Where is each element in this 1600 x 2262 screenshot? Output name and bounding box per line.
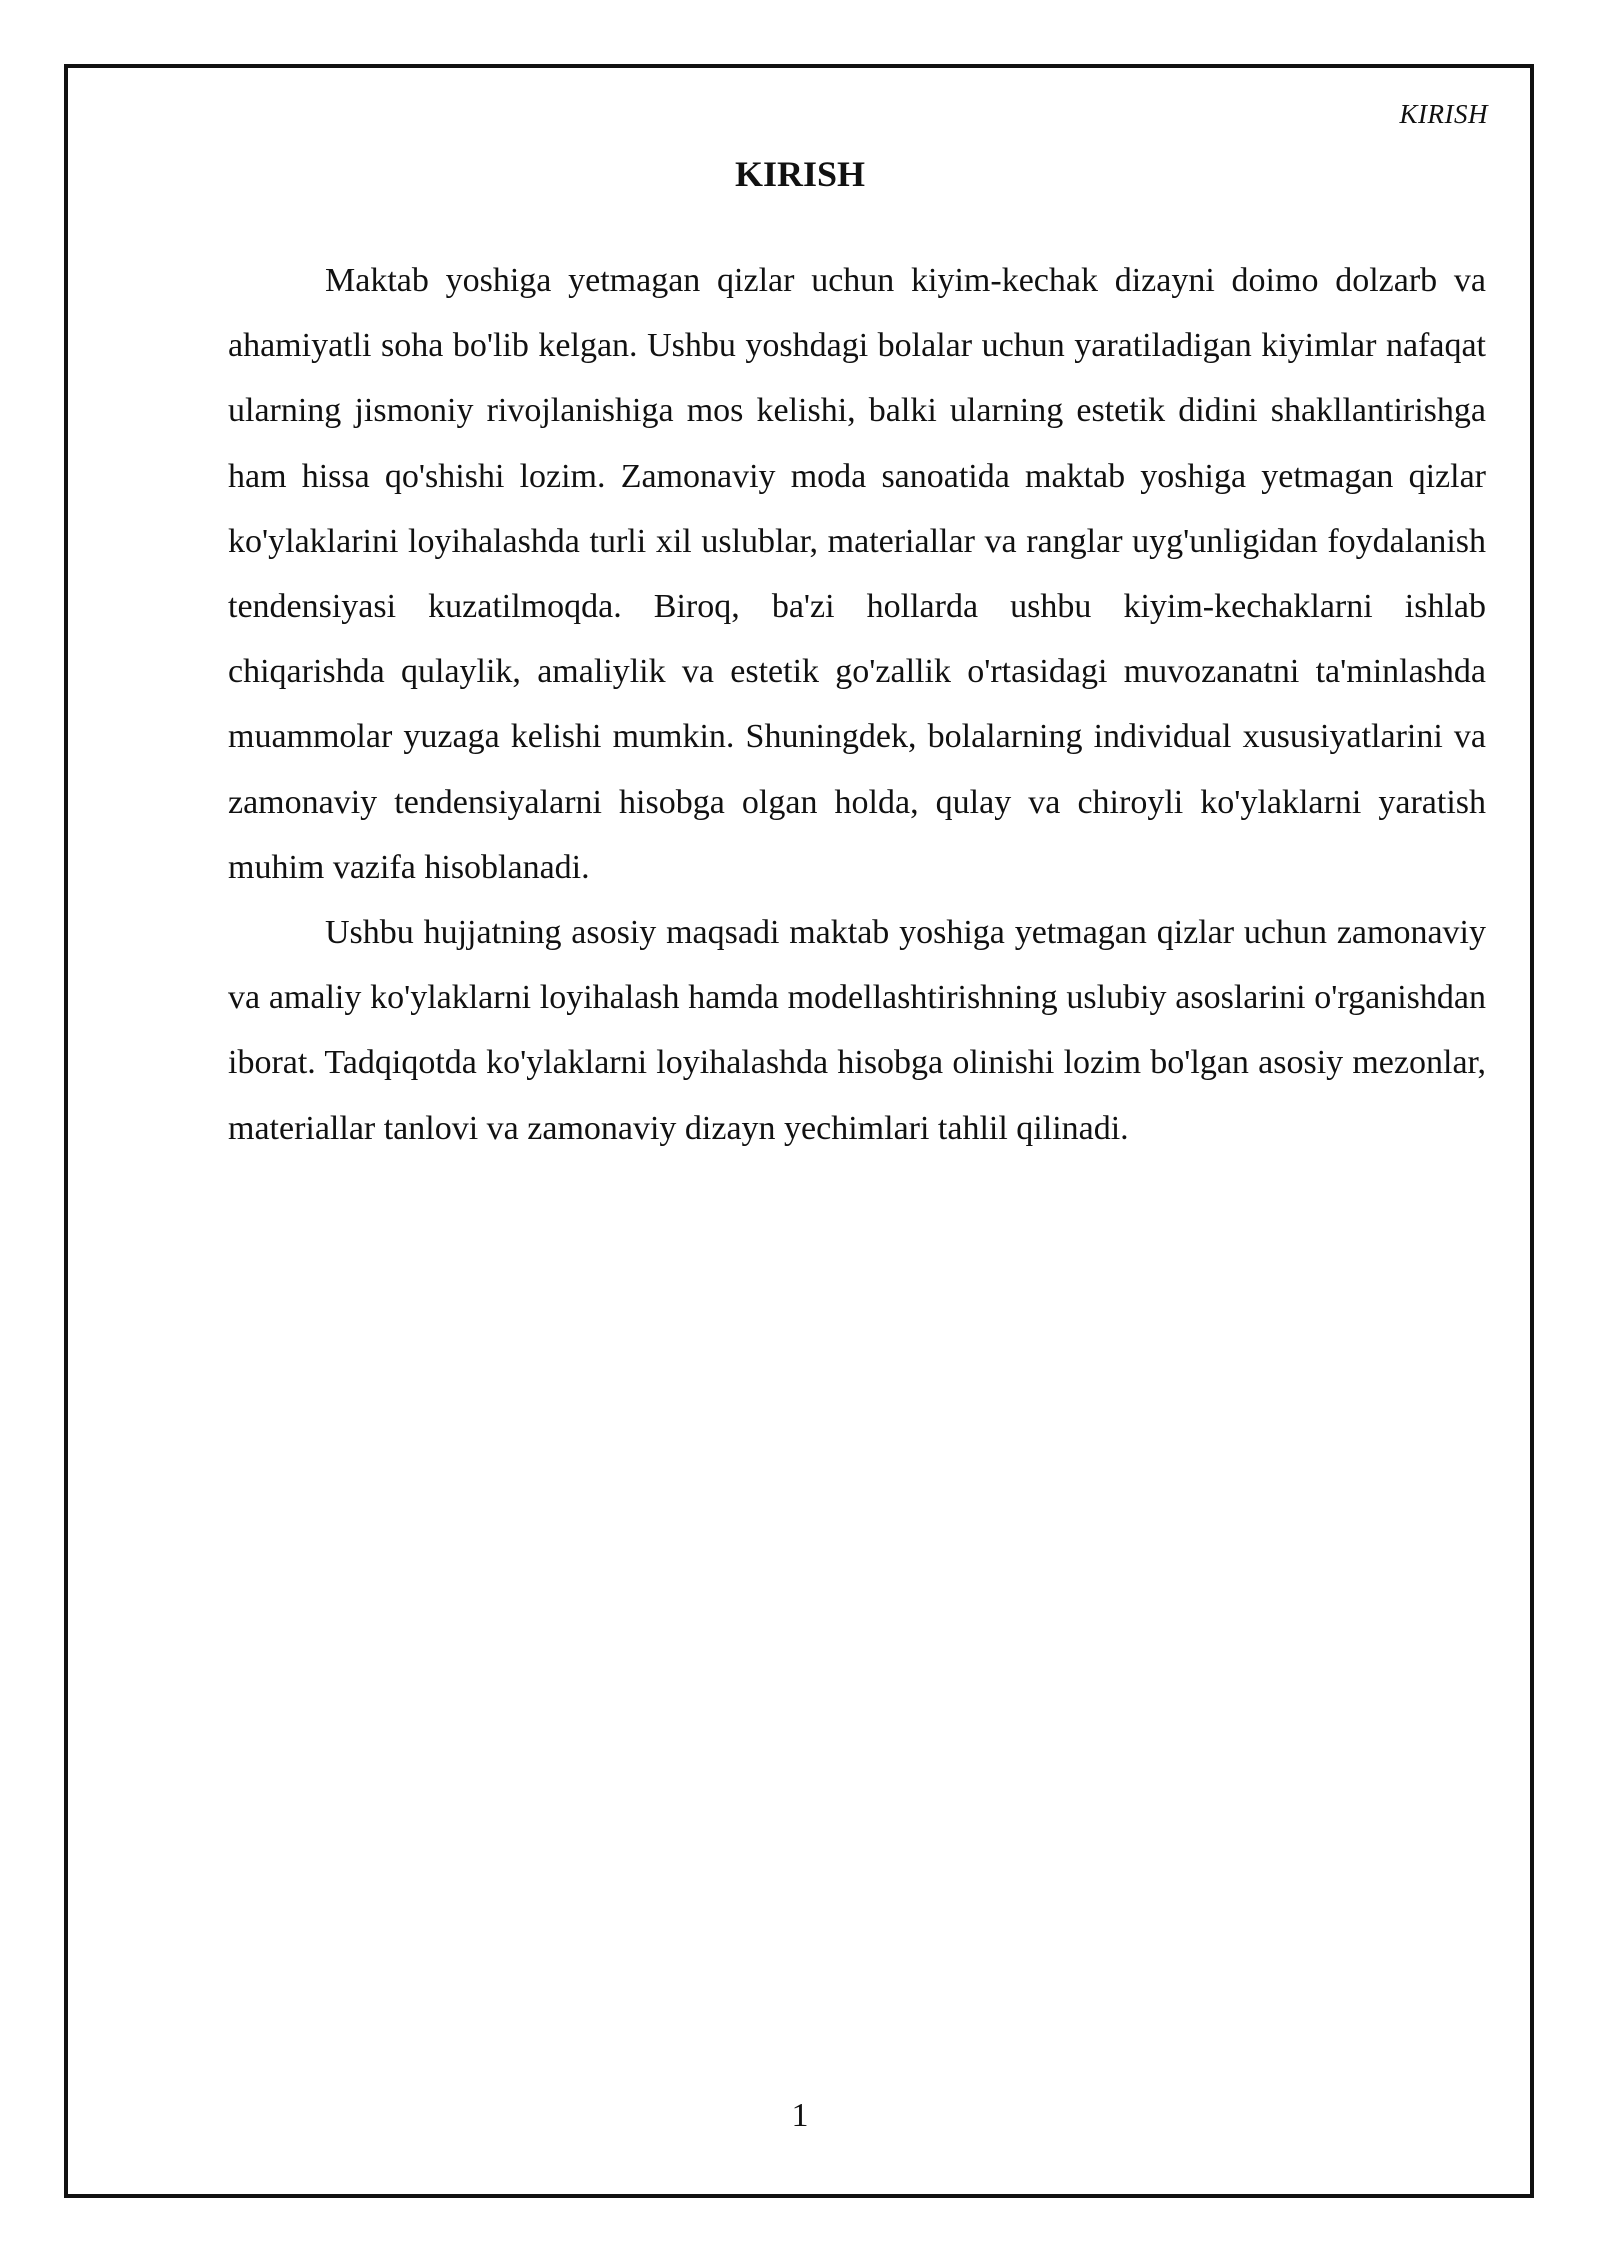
section-title: KIRISH [734, 154, 866, 194]
page-number: 1 [791, 2097, 809, 2134]
paragraph: Maktab yoshiga yetmagan qizlar uchun kiyim-kechak dizayni doimo dolzarb va ahamiyatli soha bo'lib kelgan. Ushbu yoshdagi bolalar uchun yaratiladigan kiyimlar nafaqat ularning jismoniy rivojlanishiga mos kelishi, balki ularning estetik didini shakllantirishga ham hissa qo'shishi lozim. Zamonaviy moda sanoatida maktab yoshiga yetmagan qizlar ko'ylaklarini loyihalashda turli xil uslublar, materiallar va ranglar uyg'unligidan foydalanish tendensiyasi kuzatilmoqda. Biroq, ba'zi hollarda ushbu kiyim-kechaklarni ishlab chiqarishda qulaylik, amaliylik va estetik go'zallik o'rtasidagi muvozanatni ta'minlashda muammolar yuzaga kelishi mumkin. Shuningdek, bolalarning individual xususiyatlarini va zamonaviy tendensiyalarni hisobga olgan holda, qulay va chiroyli ko'ylaklarni yaratish muhim vazifa hisoblanadi. [228, 262, 1486, 886]
running-header: KIRISH [1399, 99, 1488, 129]
paragraph: Ushbu hujjatning asosiy maqsadi maktab yoshiga yetmagan qizlar uchun zamonaviy va amaliy ko'ylaklarni loyihalash hamda modellashtirishning uslubiy asoslarini o'rganishdan iborat. Tadqiqotda ko'ylaklarni loyihalashda hisobga olinishi lozim bo'lgan asosiy mezonlar, materiallar tanlovi va zamonaviy dizayn yechimlari tahlil qilinadi. [228, 914, 1486, 1147]
body-text [228, 248, 1486, 1161]
